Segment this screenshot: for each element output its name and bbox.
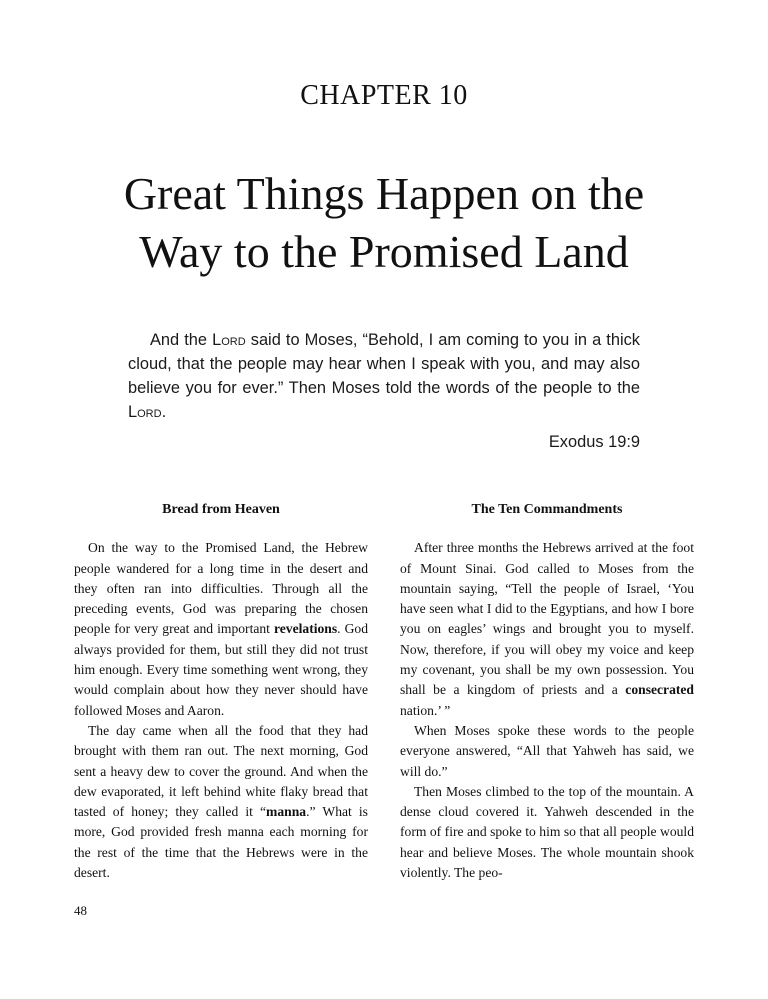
paragraph: On the way to the Promised Land, the Hebrew people wandered for a long time in the desert and they often ran into difficulties. Through all the preceding events, God was preparing the chosen people for very great and important revelations. God always provided for them, but still they did not trust him enough. Every time something went wrong, they would complain about how they never should have followed Moses and Aaron. (74, 540, 368, 718)
lord-small-caps: Lord (212, 331, 246, 349)
left-column (74, 500, 368, 883)
right-column (400, 500, 694, 883)
bold-term: manna (266, 804, 307, 820)
chapter-title-line-1: Great Things Happen on the (123, 168, 645, 219)
paragraph: When Moses spoke these words to the people everyone answered, “All that Yahweh has said, we will do.” (400, 722, 694, 779)
paragraph: The day came when all the food that they had brought with them ran out. The next morning, God sent a heavy dew to cover the ground. And when the dew evaporated, it left behind white flaky bread that tasted of honey; they called it “manna.” What is more, God provided fresh manna each morning for the rest of the time that the Hebrews were in the desert. (74, 722, 368, 881)
epigraph-quote: And the Lord said to Moses, “Behold, I am coming to you in a thick cloud, that the people may hear when I speak with you, and may also believe you for ever.” Then Moses told the words of the people to the Lord. (128, 331, 641, 421)
paragraph: After three months the Hebrews arrived at the foot of Mount Sinai. God called to Moses from the mountain saying, “Tell the people of Israel, ‘You have seen what I did to the Egyptians, and how I bore you on eagles’ wings and brought you to myself. Now, therefore, if you will obey my voice and keep my covenant, you shall be my own possession. You shall be a kingdom of priests and a consecrated nation.’ ” (400, 540, 694, 718)
section-heading-ten-commandments: The Ten Commandments (471, 502, 623, 517)
chapter-label: CHAPTER 10 (300, 80, 468, 111)
page-number: 48 (74, 903, 87, 918)
bold-term: consecrated (625, 682, 694, 698)
epigraph-source: Exodus 19:9 (548, 433, 640, 451)
lord-small-caps: Lord (128, 403, 162, 421)
chapter-title (60, 165, 708, 281)
epigraph (128, 328, 640, 454)
chapter-title-line-2: Way to the Promised Land (139, 226, 629, 277)
paragraph: Then Moses climbed to the top of the mountain. A dense cloud covered it. Yahweh descended in the form of fire and spoke to him so that all people would hear and believe Moses. The whole mountain shook violently. The peo- (400, 783, 694, 881)
section-heading-bread-from-heaven: Bread from Heaven (162, 502, 280, 517)
bold-term: revelations (273, 621, 338, 637)
